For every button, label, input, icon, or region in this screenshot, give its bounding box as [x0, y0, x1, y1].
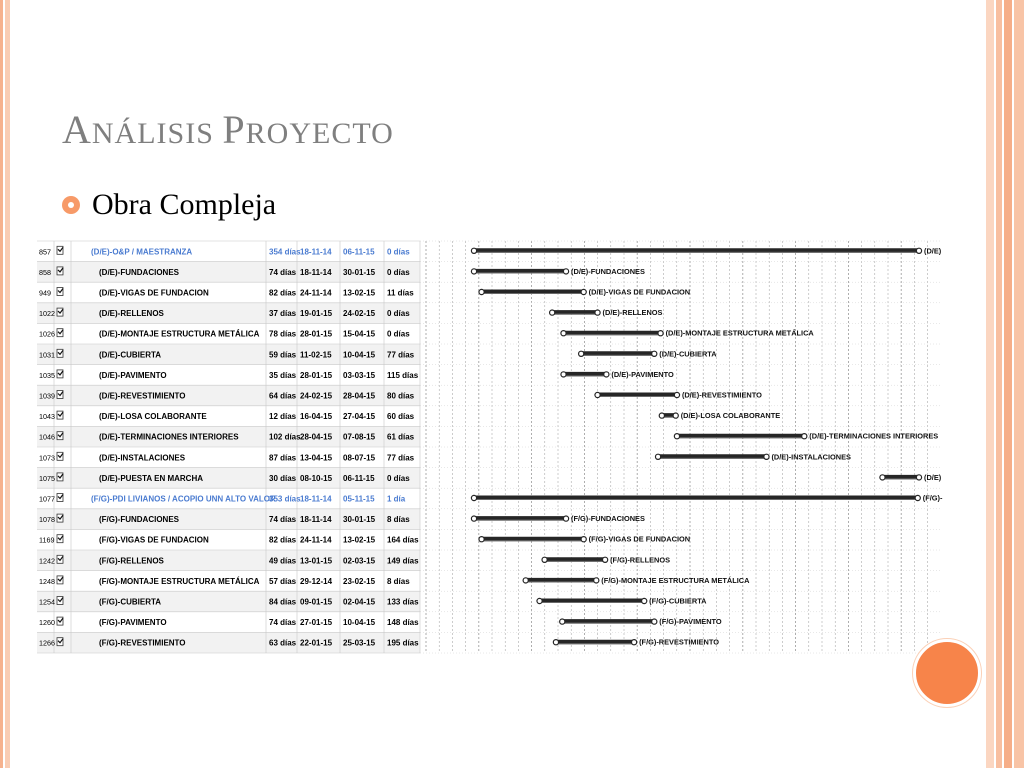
task-name: (D/E)-VIGAS DE FUNDACION	[99, 288, 209, 298]
gantt-bar-start-cap	[674, 434, 679, 439]
task-mode-icon	[57, 452, 63, 460]
task-start: 22-01-15	[300, 638, 333, 648]
task-duration: 59 días	[269, 350, 297, 360]
gantt-bar-label: (D/E)-TERMINACIONES INTERIORES	[809, 431, 939, 441]
gantt-bar-shadow	[598, 396, 677, 397]
task-mode-icon	[57, 535, 63, 543]
task-start: 28-01-15	[300, 329, 333, 339]
gantt-chart	[37, 239, 943, 652]
task-finish: 06-11-15	[343, 247, 375, 257]
task-slack: 61 días	[387, 432, 415, 442]
task-id: 1248	[39, 576, 55, 586]
gantt-bar-end-cap	[642, 598, 647, 603]
task-name: (F/G)-PDI LIVIANOS / ACOPIO UNN ALTO VALOR	[91, 494, 276, 504]
gantt-bar-shadow	[474, 272, 566, 273]
task-mode-icon	[57, 555, 63, 563]
task-start: 13-04-15	[300, 453, 333, 463]
task-finish: 03-03-15	[343, 370, 376, 380]
bullet-item	[62, 188, 276, 222]
task-slack: 80 días	[387, 391, 415, 401]
task-finish: 27-04-15	[343, 412, 376, 422]
task-mode-icon	[57, 349, 63, 357]
gantt-bar-start-cap	[471, 269, 476, 274]
gantt-bar-shadow	[474, 252, 919, 253]
gantt-bar-end-cap	[916, 248, 921, 253]
task-id: 1266	[39, 638, 55, 648]
right-decorative-stripes	[982, 0, 1024, 768]
task-start: 09-01-15	[300, 597, 333, 607]
task-name: (D/E)-CUBIERTA	[99, 350, 162, 360]
task-slack: 115 días	[387, 370, 419, 380]
gantt-bar-label: (D/E)-FUNDACIONES	[571, 266, 645, 276]
task-finish: 24-02-15	[343, 309, 376, 319]
gantt-bar-end-cap	[563, 269, 568, 274]
gantt-bar-end-cap	[604, 372, 609, 377]
task-id: 949	[39, 288, 51, 298]
gantt-bar-label: (F/G)-VIGAS DE FUNDACION	[588, 534, 691, 544]
task-start: 28-01-15	[300, 370, 333, 380]
gantt-bar-shadow	[882, 478, 919, 479]
task-duration: 12 días	[269, 412, 297, 422]
slide-title	[62, 106, 394, 153]
gantt-bar-start-cap	[560, 619, 565, 624]
gantt-bar-label: (D/E)-INSTALACIONES	[771, 452, 851, 462]
task-duration: 35 días	[269, 370, 297, 380]
gantt-bar-label: (F/G)-RELLENOS	[610, 555, 671, 565]
gantt-bar-shadow	[482, 540, 584, 541]
gantt-bar-shadow	[581, 355, 654, 356]
task-finish: 10-04-15	[343, 618, 376, 628]
task-duration: 78 días	[269, 329, 297, 339]
task-slack: 149 días	[387, 556, 419, 566]
gantt-bar-end-cap	[603, 557, 608, 562]
task-finish: 15-04-15	[343, 329, 376, 339]
gantt-bar-start-cap	[579, 351, 584, 356]
gantt-bar-shadow	[658, 458, 766, 459]
task-duration: 63 días	[269, 638, 297, 648]
task-start: 08-10-15	[300, 473, 333, 483]
task-name: (D/E)-MONTAJE ESTRUCTURA METÁLICA	[99, 329, 260, 339]
task-finish: 30-01-15	[343, 515, 376, 525]
gantt-bar-start-cap	[659, 413, 664, 418]
task-slack: 195 días	[387, 638, 419, 648]
task-slack: 11 días	[387, 288, 414, 298]
task-finish: 13-02-15	[343, 535, 376, 545]
gantt-bar-end-cap	[915, 495, 920, 500]
gantt-bar-start-cap	[479, 537, 484, 542]
gantt-bar-label: (D/E)	[924, 472, 942, 482]
task-start: 18-11-14	[300, 494, 332, 504]
task-slack: 1 día	[387, 494, 406, 504]
gantt-bar-label: (D/E)	[924, 246, 942, 256]
task-mode-icon	[57, 617, 63, 625]
gantt-bar-end-cap	[916, 475, 921, 480]
task-duration: 64 días	[269, 391, 297, 401]
task-id: 1043	[39, 412, 55, 422]
task-id: 1078	[39, 515, 55, 525]
task-slack: 0 días	[387, 309, 410, 319]
task-id: 1046	[39, 432, 55, 442]
task-duration: 87 días	[269, 453, 297, 463]
task-duration: 74 días	[269, 515, 297, 525]
task-slack: 0 días	[387, 267, 410, 277]
gantt-bar-label: (D/E)-MONTAJE ESTRUCTURA METÁLICA	[665, 328, 814, 338]
task-id: 1035	[39, 370, 55, 380]
task-start: 27-01-15	[300, 618, 333, 628]
task-name: (F/G)-FUNDACIONES	[99, 515, 179, 525]
gantt-bar-start-cap	[655, 454, 660, 459]
task-name: (F/G)-MONTAJE ESTRUCTURA METÁLICA	[99, 576, 260, 586]
task-mode-icon	[57, 514, 63, 522]
task-finish: 30-01-15	[343, 267, 376, 277]
task-name: (F/G)-RELLENOS	[99, 556, 164, 566]
task-name: (D/E)-PAVIMENTO	[99, 370, 167, 380]
gantt-bar-shadow	[545, 561, 606, 562]
gantt-bar-label: (F/G)-REVESTIMIENTO	[639, 637, 720, 647]
gantt-bar-end-cap	[594, 578, 599, 583]
gantt-bar-label: (D/E)-RELLENOS	[602, 308, 663, 318]
task-duration: 82 días	[269, 535, 297, 545]
task-duration: 57 días	[269, 576, 297, 586]
task-finish: 13-02-15	[343, 288, 376, 298]
task-start: 16-04-15	[300, 412, 333, 422]
task-finish: 25-03-15	[343, 638, 376, 648]
task-finish: 28-04-15	[343, 391, 376, 401]
gantt-bar-shadow	[556, 643, 634, 644]
gantt-bar-shadow	[564, 375, 607, 376]
gantt-bar-shadow	[474, 499, 918, 500]
task-start: 18-11-14	[300, 247, 332, 257]
gantt-bar-end-cap	[764, 454, 769, 459]
task-slack: 77 días	[387, 350, 415, 360]
task-slack: 0 días	[387, 247, 410, 257]
task-id: 1077	[39, 494, 55, 504]
gantt-bar-label: (D/E)-REVESTIMIENTO	[681, 390, 762, 400]
task-finish: 05-11-15	[343, 494, 375, 504]
gantt-bar-end-cap	[595, 310, 600, 315]
task-start: 18-11-14	[300, 267, 332, 277]
gantt-bar-label: (F/G)-PAVIMENTO	[659, 617, 722, 627]
task-finish: 06-11-15	[343, 473, 375, 483]
gantt-bar-label: (D/E)-LOSA COLABORANTE	[680, 411, 781, 421]
task-name: (F/G)-PAVIMENTO	[99, 618, 167, 628]
title-rest-2: ROYECTO	[245, 117, 394, 150]
task-slack: 60 días	[387, 412, 415, 422]
task-id: 1242	[39, 556, 55, 566]
gantt-bar-start-cap	[561, 331, 566, 336]
gantt-svg	[37, 239, 943, 652]
task-name: (D/E)-RELLENOS	[99, 309, 164, 319]
task-finish: 23-02-15	[343, 576, 376, 586]
task-name: (D/E)-TERMINACIONES INTERIORES	[99, 432, 239, 442]
task-finish: 02-03-15	[343, 556, 376, 566]
task-start: 13-01-15	[300, 556, 333, 566]
gantt-bar-label: (F/G)-FUNDACIONES	[571, 514, 645, 524]
task-slack: 8 días	[387, 515, 410, 525]
gantt-bar-shadow	[562, 623, 654, 624]
gantt-bar-start-cap	[880, 475, 885, 480]
gantt-bar-end-cap	[631, 640, 636, 645]
task-mode-icon	[57, 597, 63, 605]
gantt-bar-shadow	[482, 293, 584, 294]
task-duration: 37 días	[269, 309, 297, 319]
gantt-bar-shadow	[474, 520, 566, 521]
gantt-bar-label: (D/E)-PAVIMENTO	[611, 369, 674, 379]
gantt-bar-shadow	[552, 314, 597, 315]
gantt-bar-shadow	[540, 602, 645, 603]
task-duration: 74 días	[269, 267, 297, 277]
gantt-bar-end-cap	[658, 331, 663, 336]
gantt-bar-start-cap	[471, 516, 476, 521]
gantt-bar-label: (F/G)-CUBIERTA	[649, 596, 707, 606]
bullet-text: Obra Compleja	[92, 188, 277, 221]
task-id: 1169	[39, 535, 55, 545]
task-start: 24-11-14	[300, 535, 332, 545]
task-slack: 77 días	[387, 453, 415, 463]
task-id: 857	[39, 247, 51, 257]
task-start: 18-11-14	[300, 515, 332, 525]
task-start: 24-11-14	[300, 288, 332, 298]
task-name: (F/G)-CUBIERTA	[99, 597, 162, 607]
task-start: 29-12-14	[300, 576, 333, 586]
task-finish: 08-07-15	[343, 453, 376, 463]
task-id: 1073	[39, 453, 55, 463]
task-finish: 02-04-15	[343, 597, 376, 607]
task-start: 28-04-15	[300, 432, 333, 442]
task-mode-icon	[57, 638, 63, 646]
gantt-bar-start-cap	[550, 310, 555, 315]
task-name: (D/E)-FUNDACIONES	[99, 267, 179, 277]
task-name: (D/E)-REVESTIMIENTO	[99, 391, 186, 401]
task-slack: 8 días	[387, 576, 410, 586]
gantt-bar-shadow	[677, 437, 804, 438]
gantt-bar-start-cap	[561, 372, 566, 377]
task-duration: 353 días	[269, 494, 301, 504]
bullet-icon	[62, 196, 80, 214]
task-start: 19-01-15	[300, 309, 333, 319]
task-duration: 30 días	[269, 473, 297, 483]
title-rest-1: NÁLISIS	[91, 117, 223, 150]
gantt-bar-start-cap	[595, 392, 600, 397]
task-id: 1026	[39, 329, 55, 339]
gantt-bar-label: (D/E)-CUBIERTA	[659, 349, 717, 359]
task-duration: 49 días	[269, 556, 297, 566]
gantt-bar-end-cap	[673, 413, 678, 418]
gantt-bar-end-cap	[674, 392, 679, 397]
title-initial-a: A	[62, 107, 92, 152]
gantt-bar-label: (F/G)-MONTAJE ESTRUCTURA METÁLICA	[601, 575, 750, 585]
task-name: (D/E)-INSTALACIONES	[99, 453, 186, 463]
task-id: 858	[39, 267, 51, 277]
gantt-bar-start-cap	[471, 248, 476, 253]
gantt-bar-end-cap	[581, 289, 586, 294]
gantt-bar-end-cap	[652, 619, 657, 624]
gantt-bar-end-cap	[581, 537, 586, 542]
gantt-bar-end-cap	[802, 434, 807, 439]
task-duration: 84 días	[269, 597, 297, 607]
gantt-bar-end-cap	[652, 351, 657, 356]
task-id: 1254	[39, 597, 55, 607]
task-duration: 82 días	[269, 288, 297, 298]
task-slack: 148 días	[387, 618, 419, 628]
task-id: 1039	[39, 391, 55, 401]
task-name: (F/G)-REVESTIMIENTO	[99, 638, 186, 648]
task-name: (D/E)-PUESTA EN MARCHA	[99, 473, 203, 483]
gantt-bar-shadow	[564, 334, 661, 335]
gantt-bar-start-cap	[553, 640, 558, 645]
gantt-bar-start-cap	[471, 495, 476, 500]
gantt-bar-start-cap	[537, 598, 542, 603]
task-finish: 07-08-15	[343, 432, 376, 442]
task-name: (D/E)-LOSA COLABORANTE	[99, 412, 207, 422]
task-id: 1022	[39, 309, 55, 319]
task-slack: 0 días	[387, 329, 410, 339]
task-id: 1031	[39, 350, 55, 360]
gantt-bar-label: (F/G)-	[922, 493, 943, 503]
gantt-bar-end-cap	[563, 516, 568, 521]
task-name: (F/G)-VIGAS DE FUNDACION	[99, 535, 209, 545]
task-name: (D/E)-O&P / MAESTRANZA	[91, 247, 193, 257]
task-slack: 133 días	[387, 597, 419, 607]
decorative-orange-circle	[913, 639, 981, 707]
task-finish: 10-04-15	[343, 350, 376, 360]
task-start: 11-02-15	[300, 350, 332, 360]
gantt-bar-start-cap	[542, 557, 547, 562]
left-decorative-border	[0, 0, 10, 768]
gantt-bar-label: (D/E)-VIGAS DE FUNDACION	[588, 287, 691, 297]
gantt-bar-shadow	[526, 581, 597, 582]
task-id: 1075	[39, 473, 55, 483]
gantt-bar-start-cap	[523, 578, 528, 583]
task-slack: 0 días	[387, 473, 410, 483]
task-duration: 74 días	[269, 618, 297, 628]
task-start: 24-02-15	[300, 391, 333, 401]
task-duration: 354 días	[269, 247, 301, 257]
task-duration: 102 días	[269, 432, 301, 442]
task-slack: 164 días	[387, 535, 419, 545]
title-initial-p: P	[222, 107, 246, 152]
gantt-bar-start-cap	[479, 289, 484, 294]
task-id: 1260	[39, 618, 55, 628]
